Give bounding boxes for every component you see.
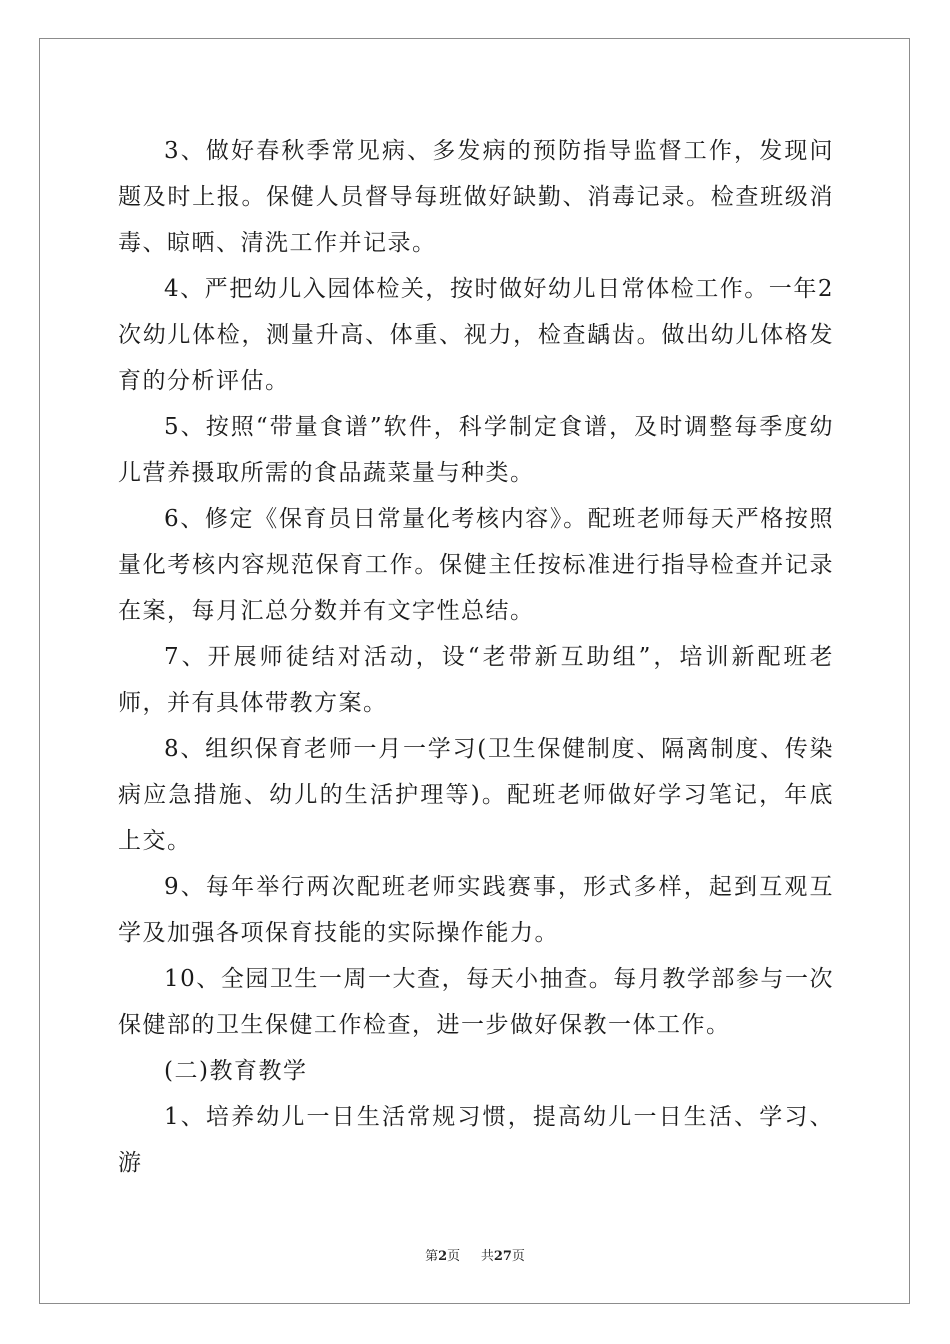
paragraph-item-5: 5、按照“带量食谱”软件，科学制定食谱，及时调整每季度幼儿营养摄取所需的食品蔬菜量与种类。 — [118, 414, 834, 486]
document-body — [118, 128, 834, 1186]
paragraph-item-3: 3、做好春秋季常见病、多发病的预防指导监督工作，发现问题及时上报。保健人员督导每班做好缺勤、消毒记录。检查班级消毒、晾晒、清洗工作并记录。 — [118, 138, 834, 256]
paragraph-item-4: 4、严把幼儿入园体检关，按时做好幼儿日常体检工作。一年2次幼儿体检，测量升高、体重、视力，检查龋齿。做出幼儿体格发育的分析评估。 — [118, 276, 834, 394]
paragraph-item-6: 6、修定《保育员日常量化考核内容》。配班老师每天严格按照量化考核内容规范保育工作。保健主任按标准进行指导检查并记录在案，每月汇总分数并有文字性总结。 — [118, 506, 834, 624]
paragraph-item-7: 7、开展师徒结对活动，设“老带新互助组”，培训新配班老师，并有具体带教方案。 — [118, 644, 834, 716]
paragraph-item-10: 10、全园卫生一周一大查，每天小抽查。每月教学部参与一次保健部的卫生保健工作检查，进一步做好保教一体工作。 — [118, 966, 834, 1038]
total-pages: 共27页 — [480, 1249, 525, 1264]
section-heading-education: (二)教育教学 — [164, 1058, 308, 1084]
paragraph-item-8: 8、组织保育老师一月一学习(卫生保健制度、隔离制度、传染病应急措施、幼儿的生活护理等)。配班老师做好学习笔记，年底上交。 — [118, 736, 834, 854]
page-footer — [0, 1245, 950, 1264]
paragraph-item-9: 9、每年举行两次配班老师实践赛事，形式多样，起到互观互学及加强各项保育技能的实际操作能力。 — [118, 874, 834, 946]
paragraph-item-1: 1、培养幼儿一日生活常规习惯，提高幼儿一日生活、学习、游 — [118, 1104, 834, 1176]
page-number: 第2页 — [425, 1249, 461, 1264]
